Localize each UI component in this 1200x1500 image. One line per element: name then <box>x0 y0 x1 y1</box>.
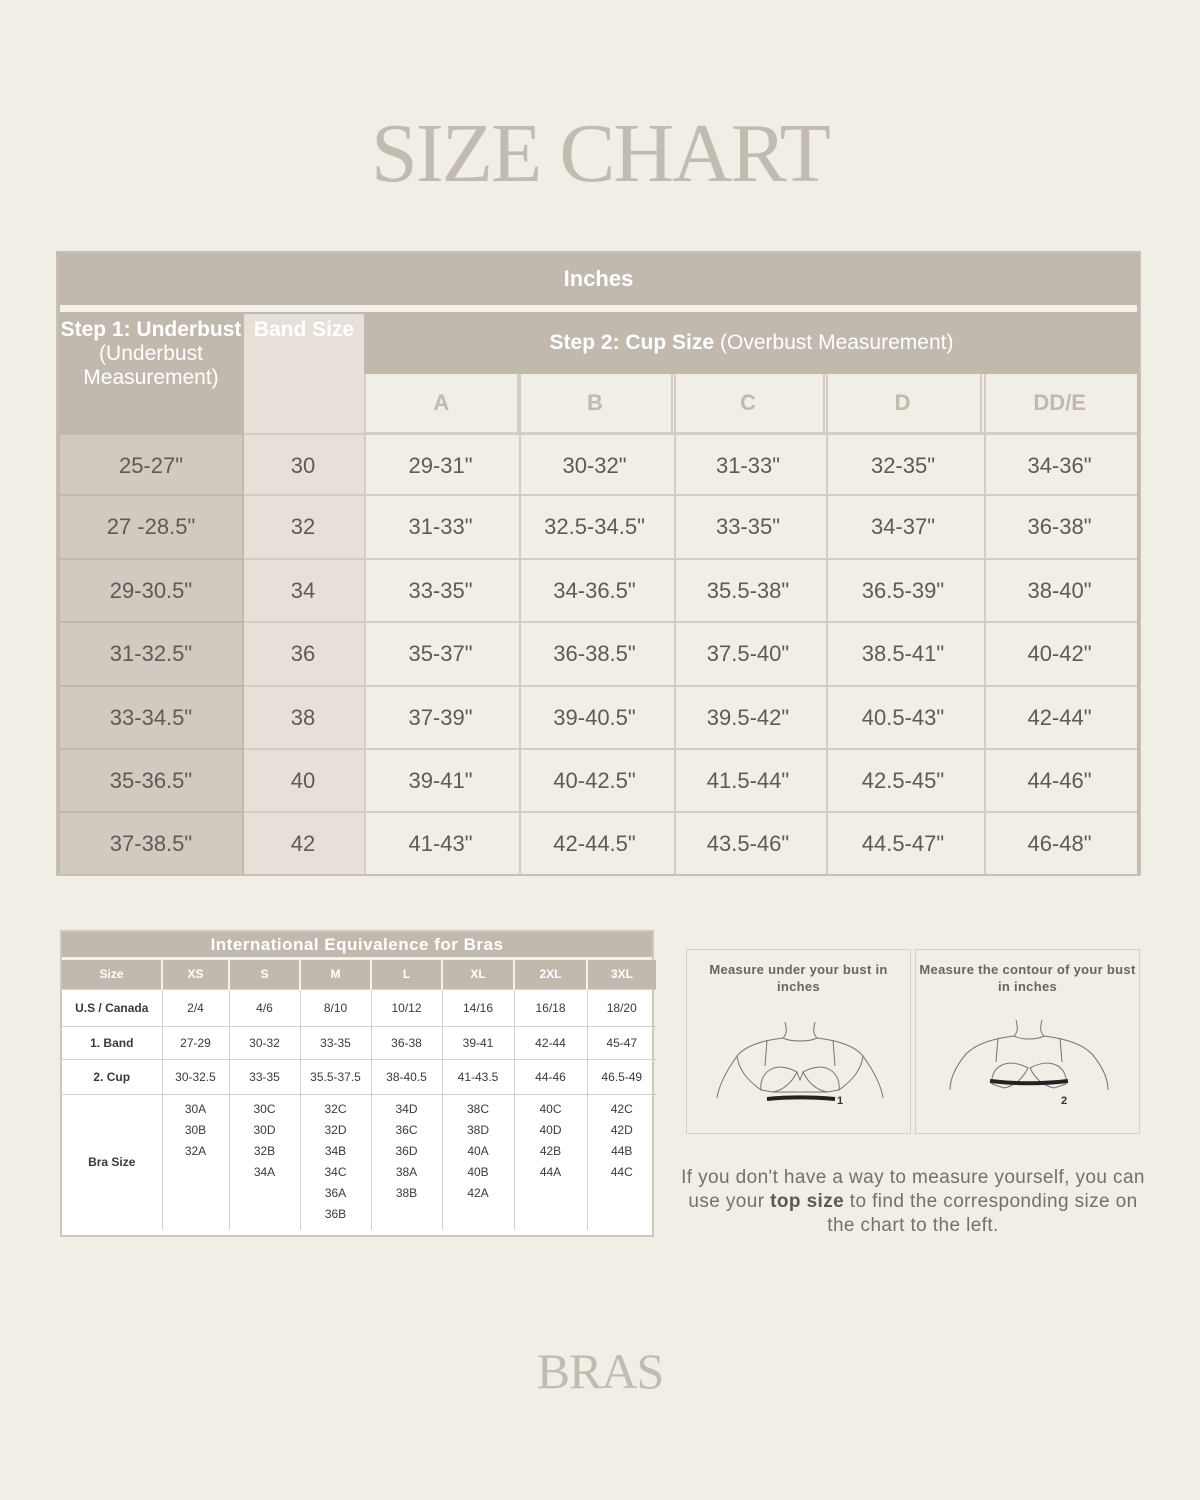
underbust-cell: 37-38.5" <box>109 831 193 856</box>
size-row <box>58 496 1139 558</box>
cup-cell: 34-36" <box>1027 453 1092 478</box>
intl-row-cup <box>62 1059 656 1094</box>
bra-size-value: 30C <box>253 1101 276 1116</box>
underbust-cell: 35-36.5" <box>109 768 193 793</box>
cup-cell: 46-48" <box>1027 831 1092 856</box>
column-divider <box>984 374 986 874</box>
band-cell: 34 <box>290 578 316 603</box>
bra-size-value: 42B <box>539 1143 562 1158</box>
cup-letter-b: B <box>519 374 674 432</box>
intl-cell: 45-47 <box>587 1026 656 1059</box>
row-divider <box>244 811 1137 813</box>
intl-bra-size-cell <box>229 1094 300 1230</box>
intl-bra-size-cell <box>442 1094 514 1230</box>
row-divider <box>244 748 1137 750</box>
cup-cell: 31-33" <box>715 453 781 478</box>
intl-header-3xl: 3XL <box>587 960 656 989</box>
bra-size-value: 42C <box>610 1101 633 1116</box>
intl-row-label: U.S / Canada <box>62 989 162 1026</box>
underbust-cell: 33-34.5" <box>109 705 193 730</box>
bra-size-value: 40B <box>467 1164 489 1179</box>
cup-cell: 37-39" <box>408 705 473 730</box>
bra-size-value: 36D <box>395 1143 418 1158</box>
bra-size-value: 38B <box>395 1185 418 1200</box>
international-equivalence-table <box>60 930 654 1237</box>
row-divider <box>60 558 242 560</box>
underbust-illustration <box>687 1010 912 1130</box>
intl-cell: 8/10 <box>300 989 371 1026</box>
underbust-cell: 27 -28.5" <box>106 514 196 539</box>
cup-cell: 41.5-44" <box>706 768 790 793</box>
intl-row-label: 2. Cup <box>62 1059 162 1094</box>
cup-letter-c: C <box>673 374 825 432</box>
intl-row-label: 1. Band <box>62 1026 162 1059</box>
cup-cell: 35.5-38" <box>706 578 790 603</box>
bra-size-value: 38D <box>466 1122 489 1137</box>
cup-cell: 43.5-46" <box>706 831 790 856</box>
step2-subtitle: (Overbust Measurement) <box>720 331 954 354</box>
intl-row-us-canada <box>62 989 656 1026</box>
band-cell: 40 <box>290 768 316 793</box>
cup-cell: 39-40.5" <box>553 705 636 730</box>
intl-bra-size-cell <box>162 1094 229 1230</box>
cup-cell: 40-42.5" <box>553 768 636 793</box>
cup-cell: 34-37" <box>870 514 936 539</box>
cup-cell: 30-32" <box>562 453 627 478</box>
intl-cell: 33-35 <box>300 1026 371 1059</box>
intl-cell: 44-46 <box>514 1059 587 1094</box>
row-divider <box>60 621 242 623</box>
measure-contour-caption: Measure the contour of your bust in inches <box>919 962 1136 994</box>
size-row <box>58 687 1139 749</box>
intl-header-xs: XS <box>162 960 229 989</box>
header-divider <box>60 305 1137 312</box>
intl-cell: 38-40.5 <box>371 1059 442 1094</box>
intl-header-m: M <box>300 960 371 989</box>
row-divider <box>244 558 1137 560</box>
underbust-cell: 25-27" <box>118 453 184 478</box>
intl-cell: 30-32.5 <box>162 1059 229 1094</box>
row-divider <box>244 685 1137 687</box>
row-divider <box>60 748 242 750</box>
intl-cell: 4/6 <box>229 989 300 1026</box>
band-cell: 32 <box>290 514 316 539</box>
cup-cell: 32-35" <box>870 453 936 478</box>
bra-size-value: 40A <box>467 1143 489 1158</box>
column-divider <box>826 374 828 874</box>
intl-header-l: L <box>371 960 442 989</box>
bra-size-value: 42A <box>467 1185 489 1200</box>
cup-letter-a: A <box>366 374 519 432</box>
band-cell: 36 <box>290 641 316 666</box>
cup-cell: 34-36.5" <box>553 578 636 603</box>
bra-size-value: 30B <box>184 1122 207 1137</box>
bra-size-value: 30A <box>184 1101 207 1116</box>
band-cell: 38 <box>290 705 316 730</box>
underbust-cell: 29-30.5" <box>109 578 193 603</box>
intl-row-bra-size <box>62 1094 656 1230</box>
row-divider <box>60 811 242 813</box>
cup-cell: 29-31" <box>408 453 473 478</box>
bra-size-value: 40C <box>539 1101 562 1116</box>
measure-underbust-box <box>686 949 911 1134</box>
intl-bra-size-cell <box>587 1094 656 1230</box>
cup-cell: 44-46" <box>1027 768 1092 793</box>
contour-step-number: 2 <box>1061 1095 1068 1107</box>
bra-size-value: 38C <box>466 1101 489 1116</box>
step1-subtitle: (Underbust Measurement) <box>83 342 219 389</box>
page-title: SIZE CHART <box>371 107 829 200</box>
cup-cell: 42.5-45" <box>861 768 945 793</box>
bra-size-value: 34A <box>253 1164 276 1179</box>
band-header: Band Size <box>253 318 355 341</box>
intl-cell: 14/16 <box>442 989 514 1026</box>
row-divider <box>60 685 242 687</box>
cup-cell: 40-42" <box>1027 641 1092 666</box>
measurement-note <box>680 1166 1146 1238</box>
cup-cell: 42-44.5" <box>553 831 636 856</box>
cup-cell: 40.5-43" <box>861 705 945 730</box>
cup-cell: 38.5-41" <box>861 641 945 666</box>
intl-header-row <box>62 960 656 989</box>
intl-row-label: Bra Size <box>62 1094 162 1230</box>
cup-cell: 35-37" <box>408 641 473 666</box>
intl-cell: 42-44 <box>514 1026 587 1059</box>
row-divider <box>60 494 242 496</box>
row-divider <box>244 621 1137 623</box>
cup-cell: 38-40" <box>1027 578 1092 603</box>
cup-cell: 37.5-40" <box>706 641 790 666</box>
note-top-size: top size <box>770 1191 845 1212</box>
intl-header-size: Size <box>62 960 162 989</box>
size-row <box>58 623 1139 685</box>
row-divider <box>244 494 1137 496</box>
cup-cell: 42-44" <box>1027 705 1092 730</box>
bra-size-value: 34B <box>324 1143 347 1158</box>
bra-size-value: 34C <box>324 1164 347 1179</box>
row-divider <box>60 433 242 435</box>
cup-cell: 39.5-42" <box>706 705 790 730</box>
measure-underbust-caption: Measure under your bust in inches <box>709 962 888 994</box>
intl-cell: 39-41 <box>442 1026 514 1059</box>
cup-cell: 33-35" <box>715 514 781 539</box>
note-text-after: to find the corresponding size on the chart to the left. <box>827 1191 1138 1236</box>
bra-size-value: 36B <box>324 1206 347 1221</box>
cup-cell: 36.5-39" <box>861 578 945 603</box>
size-row <box>58 560 1139 622</box>
underbust-cell: 31-32.5" <box>109 641 193 666</box>
intl-bra-size-cell <box>514 1094 587 1230</box>
bra-size-value: 42D <box>610 1122 633 1137</box>
intl-cell: 33-35 <box>229 1059 300 1094</box>
intl-table-title: International Equivalence for Bras <box>62 932 652 960</box>
note-text-before: If you don't have a way to measure yourself, you can use your <box>681 1167 1145 1212</box>
intl-cell: 41-43.5 <box>442 1059 514 1094</box>
intl-bra-size-cell <box>371 1094 442 1230</box>
intl-header-xl: XL <box>442 960 514 989</box>
bra-size-value: 44A <box>539 1164 562 1179</box>
column-divider <box>519 374 521 874</box>
cup-cell: 41-43" <box>408 831 473 856</box>
measure-contour-box <box>915 949 1140 1134</box>
intl-cell: 35.5-37.5 <box>300 1059 371 1094</box>
underbust-step-number: 1 <box>837 1095 844 1107</box>
column-divider <box>364 374 366 874</box>
bra-size-value: 44C <box>610 1164 633 1179</box>
bra-size-value: 44B <box>611 1143 633 1158</box>
bra-size-value: 34D <box>395 1101 418 1116</box>
bra-size-value: 40D <box>539 1122 562 1137</box>
cup-cell: 39-41" <box>408 768 473 793</box>
cup-letter-d: D <box>825 374 983 432</box>
cup-letter-dd-e: DD/E <box>1033 390 1086 415</box>
band-cell: 30 <box>290 453 316 478</box>
unit-header: Inches <box>563 266 634 291</box>
size-row <box>58 750 1139 812</box>
intl-cell: 30-32 <box>229 1026 300 1059</box>
brand-footer: BRAS <box>536 1343 664 1399</box>
size-chart-table <box>56 251 1141 876</box>
intl-cell: 36-38 <box>371 1026 442 1059</box>
step1-header <box>60 314 242 434</box>
bra-size-value: 32B <box>253 1143 276 1158</box>
bra-size-value: 32C <box>324 1101 347 1116</box>
row-divider <box>244 433 1137 435</box>
bra-size-value: 38A <box>395 1164 418 1179</box>
intl-bra-size-cell <box>300 1094 371 1230</box>
cup-cell: 32.5-34.5" <box>544 514 645 539</box>
bra-size-value: 36C <box>395 1122 418 1137</box>
bra-size-value: 32A <box>184 1143 207 1158</box>
column-divider <box>674 374 676 874</box>
contour-illustration <box>916 1010 1141 1130</box>
step1-title: Step 1: Underbust <box>60 318 242 341</box>
intl-cell: 10/12 <box>371 989 442 1026</box>
cup-cell: 31-33" <box>408 514 473 539</box>
bra-size-value: 32D <box>324 1122 347 1137</box>
bra-size-value: 30D <box>253 1122 276 1137</box>
band-cell: 42 <box>290 831 316 856</box>
size-row <box>58 435 1139 497</box>
intl-cell: 16/18 <box>514 989 587 1026</box>
cup-cell: 36-38" <box>1027 514 1092 539</box>
cup-cell: 36-38.5" <box>553 641 636 666</box>
intl-header-2xl: 2XL <box>514 960 587 989</box>
intl-cell: 18/20 <box>587 989 656 1026</box>
bra-size-value: 36A <box>324 1185 347 1200</box>
cup-letter-row <box>366 374 1137 434</box>
step2-header <box>366 314 1137 372</box>
intl-cell: 46.5-49 <box>587 1059 656 1094</box>
intl-header-s: S <box>229 960 300 989</box>
size-row <box>58 813 1139 875</box>
intl-row-band <box>62 1026 656 1059</box>
step2-title: Step 2: Cup Size <box>549 331 715 354</box>
intl-cell: 2/4 <box>162 989 229 1026</box>
cup-cell: 44.5-47" <box>861 831 945 856</box>
intl-cell: 27-29 <box>162 1026 229 1059</box>
cup-cell: 33-35" <box>408 578 473 603</box>
